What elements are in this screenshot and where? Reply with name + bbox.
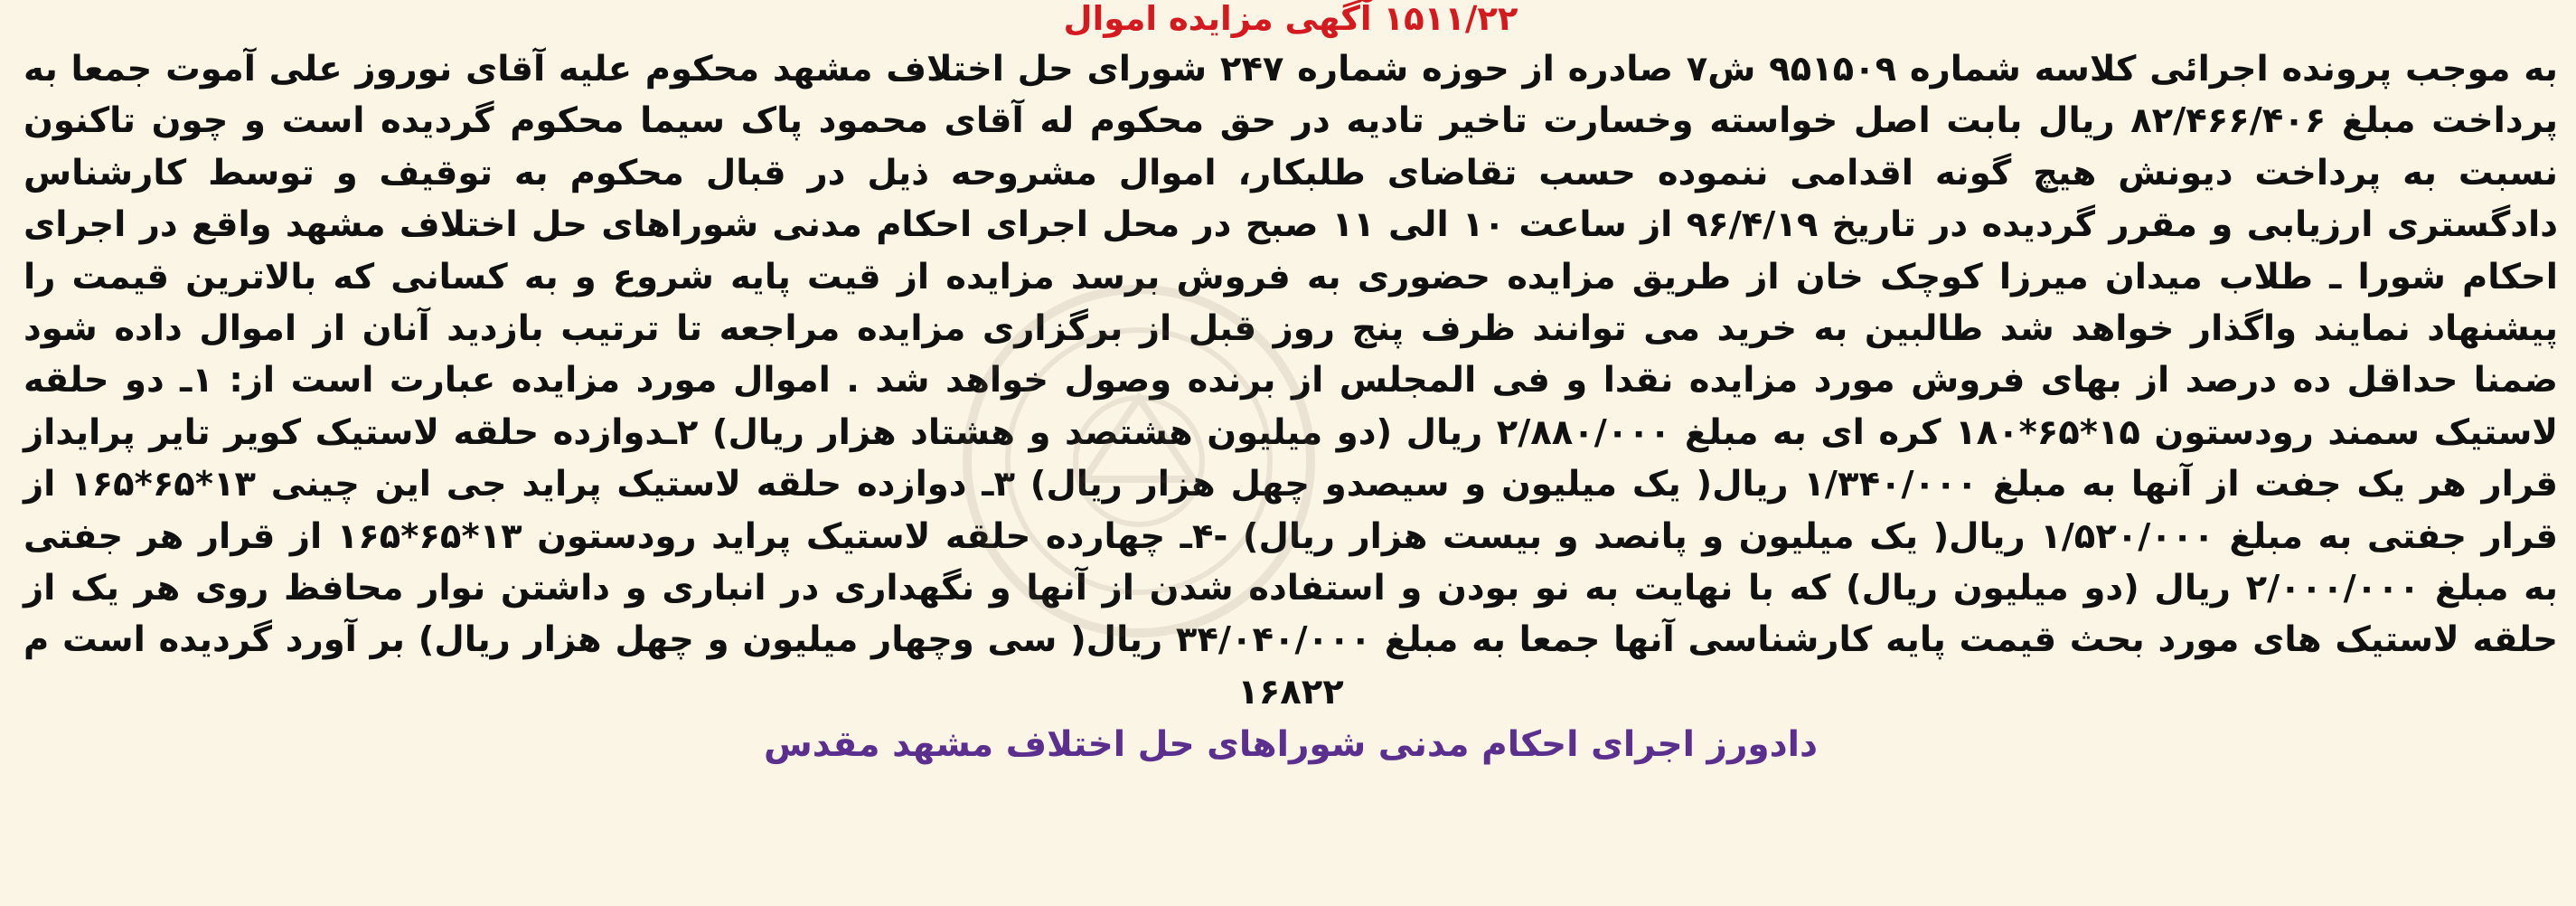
notice-body: به موجب پرونده اجرائی کلاسه شماره ۹۵۱۵۰۹ ش۷ صادره از حوزه شماره ۲۴۷ شورای حل اختلاف مشهد محکوم علیه آقای نوروز علی آموت جمعا به پرداخت مبلغ ۸۲/۴۶۶/۴۰۶ ریال بابت اصل خواسته وخسارت تاخیر تادیه در حق محکوم له آقای محمود پاک سیما محکوم گردیده است و چون تاکنون نسبت به پرداخت دیونش هیچ گونه اقدامی ننموده حسب تقاضای طلبکار، اموال مشروحه ذیل در قبال محکوم به توقیف و توسط کارشناس دادگستری ارزیابی و مقرر گردیده در تاریخ ۹۶/۴/۱۹ از ساعت ۱۰ الی ۱۱ صبح در محل اجرای احکام مدنی شوراهای حل اختلاف مشهد واقع در اجرای احکام شورا ـ طلاب میدان میرزا کوچک خان از طریق مزایده حضوری به فروش برسد مزایده از قیت پایه شروع و به کسانی که بالاترین قیمت را پیشنهاد نمایند واگذار خواهد شد طالبین به خرید می توانند ظرف پنج روز قبل از برگزاری مزایده مراجعه تا ترتیب بازدید آنان از اموال داده شود ضمنا حداقل ده درصد از بهای فروش مورد مزایده نقدا و فی المجلس از برنده وصول خواهد شد . اموال مورد مزایده عبارت است از: ۱ـ دو حلقه لاستیک سمند رودستون ۱۵*۶۵*۱۸۰ کره ای به مبلغ ۲/۸۸۰/۰۰۰ ریال (دو میلیون هشتصد و هشتاد هزار ریال) ۲ـدوازده حلقه لاستیک کویر تایر پرایداز قرار هر یک جفت از آنها به مبلغ ۱/۳۴۰/۰۰۰ ریال( یک میلیون و سیصدو چهل هزار ریال) ۳ـ دوازده حلقه لاستیک پراید جی این چینی ۱۳*۶۵*۱۶۵ از قرار جفتی به مبلغ ۱/۵۲۰/۰۰۰ ریال( یک میلیون و پانصد و بیست هزار ریال) -۴ـ چهارده حلقه لاستیک پراید رودستون ۱۳*۶۵*۱۶۵ از قرار هر جفتی به مبلغ ۲/۰۰۰/۰۰۰ ریال (دو میلیون ریال) که با نهایت به نو بودن و استفاده شدن از آنها و نگهداری در انباری و داشتن نوار محافظ روی هر یک از حلقه لاستیک های مورد بحث قیمت پایه کارشناسی آنها جمعا به مبلغ ۳۴/۰۴۰/۰۰۰ ریال( سی وچهار میلیون و چهل هزار ریال) بر آورد گردیده است م ۱۶۸۲۲ <box>24 49 2559 713</box>
notice-signature: دادورز اجرای احکام مدنی شوراهای حل اختلاف مشهد مقدس <box>763 724 1819 766</box>
notice-title: ۱۵۱۱/۲۲ آگهی مزایده اموال <box>1063 0 1518 38</box>
